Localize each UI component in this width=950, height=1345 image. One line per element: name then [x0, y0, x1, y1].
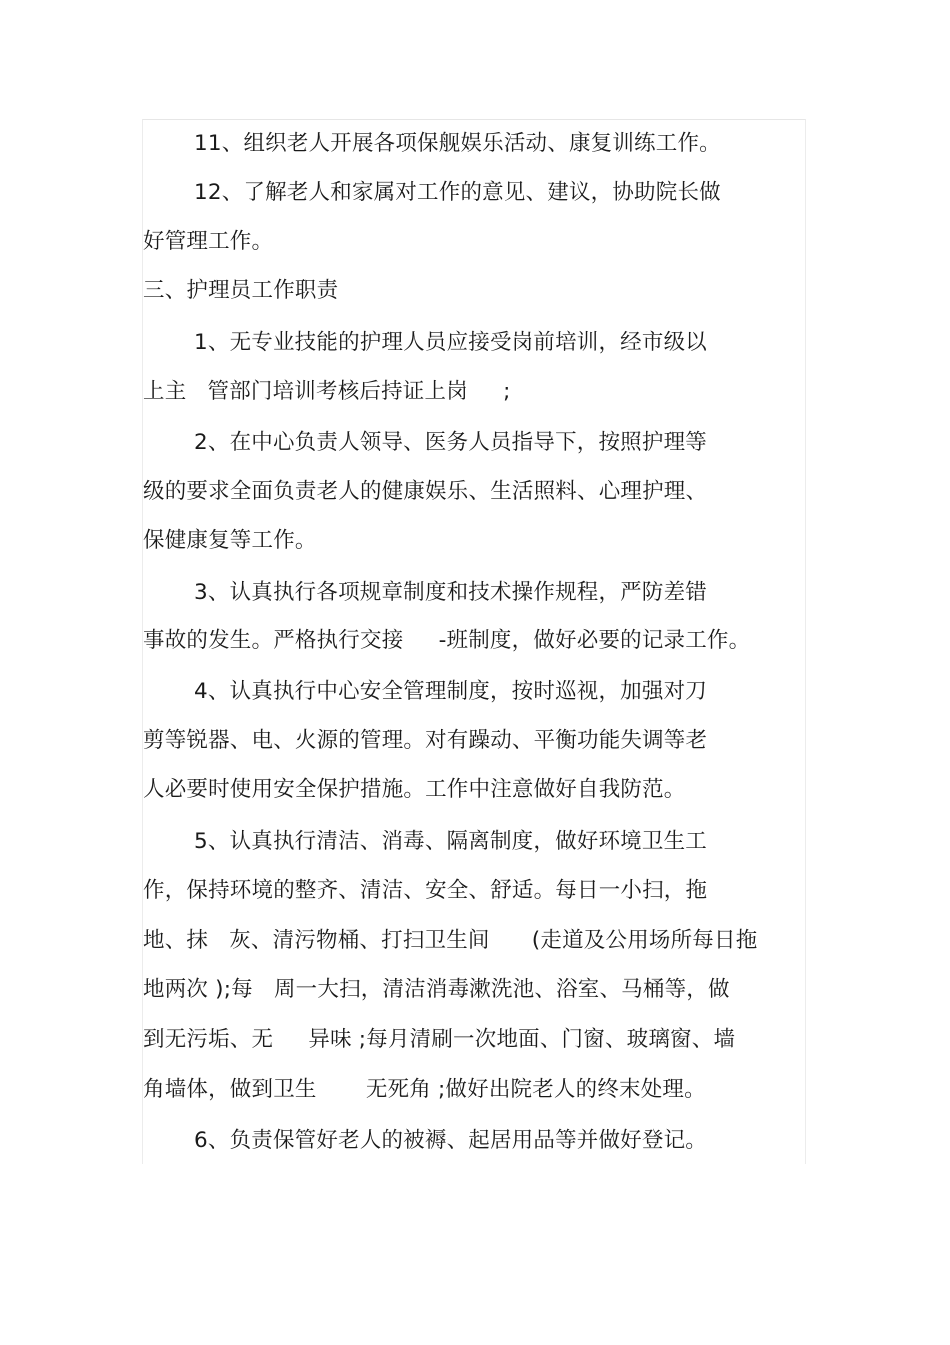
- paragraph-line: 1、无专业技能的护理人员应接受岗前培训，经市级以: [194, 330, 707, 355]
- section-heading: 三、护理员工作职责: [143, 278, 339, 303]
- paragraph-line: 事故的发生。严格执行交接 -班制度，做好必要的记录工作。: [143, 628, 751, 653]
- paragraph-line: 保健康复等工作。: [143, 528, 317, 553]
- paragraph-line: 地、抹 灰、清污物桶、打扫卫生间 (走道及公用场所每日拖: [143, 928, 758, 953]
- paragraph-line: 上主 管部门培训考核后持证上岗 ;: [143, 379, 511, 404]
- paragraph-line: 6、负责保管好老人的被褥、起居用品等并做好登记。: [194, 1128, 707, 1153]
- paragraph-line: 地两次 );每 周一大扫，清洁消毒漱洗池、浴室、马桶等，做: [143, 977, 730, 1002]
- paragraph-line: 4、认真执行中心安全管理制度，按时巡视，加强对刀: [194, 679, 707, 704]
- paragraph-line: 到无污垢、无 异味 ;每月清刷一次地面、门窗、玻璃窗、墙: [143, 1027, 736, 1052]
- paragraph-line: 5、认真执行清洁、消毒、隔离制度，做好环境卫生工: [194, 829, 707, 854]
- paragraph-line: 角墙体，做到卫生 无死角 ;做好出院老人的终末处理。: [143, 1077, 706, 1102]
- paragraph-line: 人必要时使用安全保护措施。工作中注意做好自我防范。: [143, 777, 686, 802]
- paragraph-line: 2、在中心负责人领导、医务人员指导下，按照护理等: [194, 430, 707, 455]
- paragraph-line: 3、认真执行各项规章制度和技术操作规程，严防差错: [194, 580, 707, 605]
- paragraph-line: 级的要求全面负责老人的健康娱乐、生活照料、心理护理、: [143, 479, 708, 504]
- paragraph-line: 剪等锐器、电、火源的管理。对有躁动、平衡功能失调等老: [143, 728, 708, 753]
- paragraph-line: 11、组织老人开展各项保舰娱乐活动、康复训练工作。: [194, 131, 721, 156]
- paragraph-line: 好管理工作。: [143, 229, 274, 254]
- paragraph-line: 作，保持环境的整齐、清洁、安全、舒适。每日一小扫，拖: [143, 878, 708, 903]
- paragraph-line: 12、了解老人和家属对工作的意见、建议，协助院长做: [194, 180, 721, 205]
